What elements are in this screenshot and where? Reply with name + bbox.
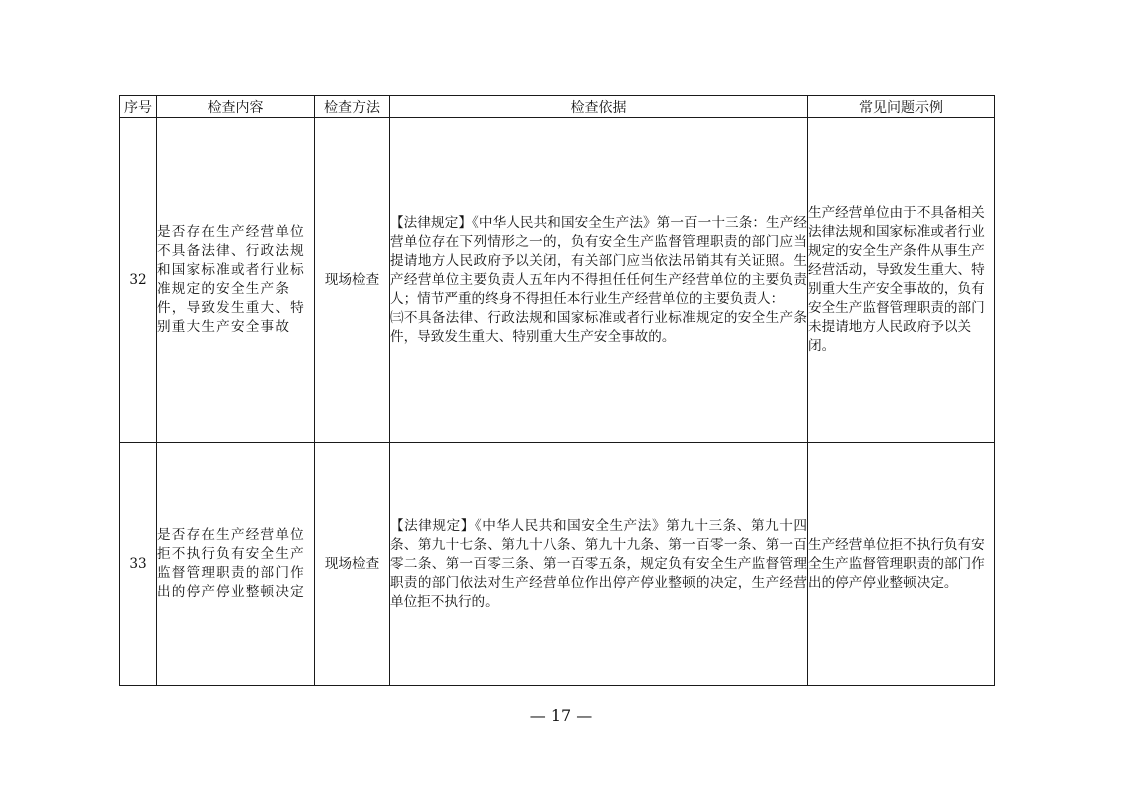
table-row [120,118,995,443]
header-seq: 序号 [120,96,157,118]
inspection-table [119,95,995,686]
row-basis [390,118,808,443]
table-row [120,443,995,686]
row-content: 是否存在生产经营单位拒不执行负有安全生产监督管理职责的部门作出的停产停业整顿决定 [157,443,315,686]
basis-intro: 【法律规定】《中华人民共和国安全生产法》第一百一十三条：生产经营单位存在下列情形之一的，负有安全生产监督管理职责的部门应当提请地方人民政府予以关闭，有关部门应当依法吊销其有关证照。生产经营单位主要负责人五年内不得担任任何生产经营单位的主要负责人；情节严重的终身不得担任本行业生产经营单位的主要负责人： [390,214,807,307]
header-basis: 检查依据 [390,96,808,118]
row-basis [390,443,808,686]
basis-item: ㈢不具备法律、行政法规和国家标准或者行业标准规定的安全生产条件，导致发生重大、特别重大生产安全事故的。 [390,309,807,345]
basis-intro: 【法律规定】《中华人民共和国安全生产法》第九十三条、第九十四条、第九十七条、第九十八条、第九十九条、第一百零一条、第一百零二条、第一百零三条、第一百零五条，规定负有安全生产监督管理职责的部门依法对生产经营单位作出停产停业整顿的决定，生产经营单位拒不执行的。 [390,517,807,610]
header-method: 检查方法 [315,96,390,118]
row-issue: 生产经营单位拒不执行负有安全生产监督管理职责的部门作出的停产停业整顿决定。 [808,443,995,686]
row-issue: 生产经营单位由于不具备相关法律法规和国家标准或者行业规定的安全生产条件从事生产经营活动，导致发生重大、特别重大生产安全事故的，负有安全生产监督管理职责的部门未提请地方人民政府予以关闭。 [808,118,995,443]
row-method: 现场检查 [315,118,390,443]
row-method: 现场检查 [315,443,390,686]
header-content: 检查内容 [157,96,315,118]
page-number: — 17 — [529,706,593,725]
row-seq: 32 [120,118,157,443]
header-issue: 常见问题示例 [808,96,995,118]
table-header-row [120,96,995,118]
row-content: 是否存在生产经营单位不具备法律、行政法规和国家标准或者行业标准规定的安全生产条件，导致发生重大、特别重大生产安全事故 [157,118,315,443]
row-seq: 33 [120,443,157,686]
